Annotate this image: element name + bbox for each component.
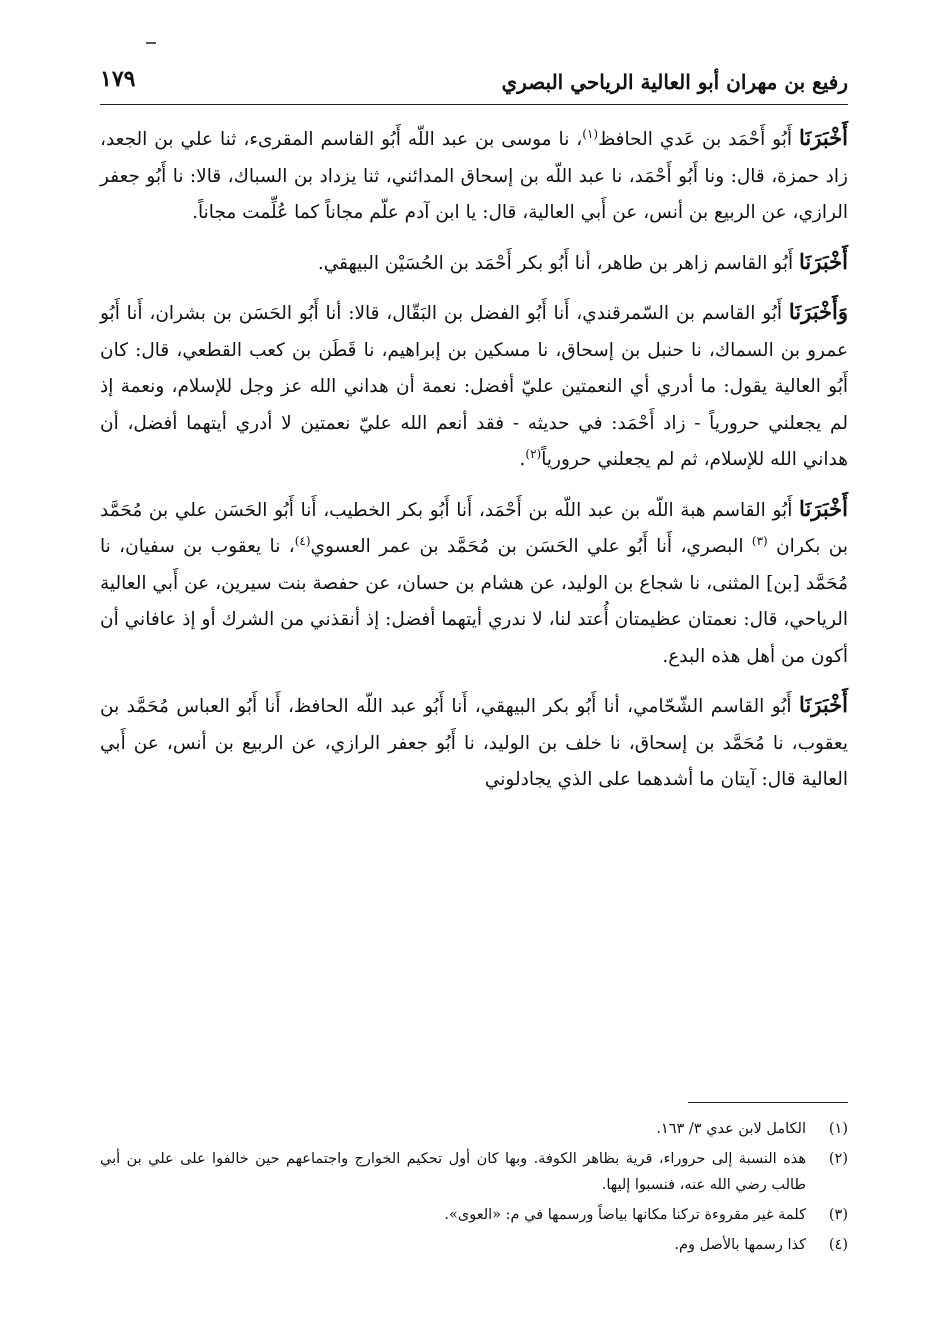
footnote bbox=[100, 1116, 848, 1142]
scan-speck bbox=[146, 42, 156, 44]
running-header bbox=[100, 58, 848, 105]
footnotes bbox=[100, 1116, 848, 1262]
akhbarana-word: أَخْبَرَنَا bbox=[799, 248, 848, 274]
footnote-number: (١) bbox=[828, 1121, 848, 1137]
akhbarana-word: وَأَخْبَرَنَا bbox=[788, 299, 848, 324]
paragraph-text: أَبُو القاسم هبة اللّه بن عبد اللّه بن أَحْمَد، أَنا أَبُو بكر الخطيب، أَنا أَبُو الحَسَن علي بن مُحَمَّد بن بكران bbox=[100, 499, 848, 557]
footnote-ref: (٣) bbox=[751, 533, 768, 548]
paragraph-text: ، نا يعقوب بن سفيان، نا مُحَمَّد [بن] المثنى، نا شجاع بن الوليد، عن هشام بن حسان، عن حفصة بنت سيرين، عن أَبي العالية الرياحي، قال: نعمتان عظيمتان أُعتد لنا، لا ندري أيتهما أفضل: إذ أنقذني من الشرك أو إذ عافاني أن أكون من أهل هذه البدع. bbox=[100, 536, 848, 667]
footnote bbox=[100, 1232, 848, 1258]
paragraph-text: أَبُو أَحْمَد بن عَدي الحافظ bbox=[598, 129, 800, 150]
paragraph-text: أَبُو القاسم بن السّمرقندي، أَنا أَبُو الفضل بن البَقّال، قالا: أنا أَبُو الحَسَن بن بشران، أَنا أَبُو عمرو بن السماك، نا حنبل بن إسحاق، نا مسكين بن إبراهيم، نا قَطَن بن كعب القطعي، قال: كان أَبُو العالية يقول: ما أدري أي النعمتين عليّ أفضل: نعمة أن هداني الله عز وجل للإسلام، ونعمة إذ لم يجعلني حرورياً - زاد أَحْمَد: في حديثه - فقد أنعم الله عليّ نعمتين لا أدري أيتهما أفضل، أن هداني الله للإسلام، ثم لم يجعلني حرورياً bbox=[100, 303, 848, 470]
footnote-ref: (٤) bbox=[294, 533, 311, 548]
paragraph-text: ، نا موسى بن عبد اللّه أَبُو القاسم المقرىء، ثنا علي بن الجعد، زاد حمزة، قال: ونا أَبُو أَحْمَد، نا عبد اللّه بن إسحاق المدائني، ثنا يزداد بن السباك، قالا: نا أَبُو جعفر الرازي، عن الربيع بن أنس، عن أَبي العالية، قال: يا ابن آدم علّم مجاناً كما عُلِّمت مجاناً. bbox=[100, 129, 848, 223]
paragraph bbox=[100, 120, 848, 232]
page-number: ١٧٩ bbox=[100, 66, 136, 92]
paragraph bbox=[100, 294, 848, 479]
akhbarana-word: أَخْبَرَنَا bbox=[799, 692, 848, 717]
running-title: رفيع بن مهران أبو العالية الرياحي البصري bbox=[501, 70, 848, 94]
paragraph-text: أَبُو القاسم زاهر بن طاهر، أنا أَبُو بكر أَحْمَد بن الحُسَيْن البيهقي. bbox=[317, 252, 800, 274]
paragraph bbox=[100, 491, 848, 676]
footnote bbox=[100, 1146, 848, 1198]
footnote-text: الكامل لابن عدي ٣/ ١٦٣. bbox=[656, 1121, 806, 1137]
footnote-separator bbox=[688, 1102, 848, 1103]
paragraph-text: البصري، أَنا أَبُو علي الحَسَن بن مُحَمَّد بن عمر العسوي bbox=[310, 536, 752, 557]
footnote-ref: (٢) bbox=[525, 446, 542, 461]
footnote-number: (٤) bbox=[828, 1237, 848, 1253]
footnote-number: (٢) bbox=[828, 1151, 848, 1167]
akhbarana-word: أَخْبَرَنَا bbox=[799, 125, 848, 150]
footnote-text: هذه النسبة إلى حروراء، قرية بظاهر الكوفة. وبها كان أول تحكيم الخوارج واجتماعهم حين خالفوا على علي بن أبي طالب رضي الله عنه، فنسبوا إليها. bbox=[100, 1151, 806, 1193]
paragraph bbox=[100, 687, 848, 799]
footnote bbox=[100, 1202, 848, 1228]
paragraph-text: أَبُو القاسم الشّحّامي، أنا أَبُو بكر البيهقي، أَنا أَبُو عبد اللّه الحافظ، أَنا أَبُو العباس مُحَمَّد بن يعقوب، نا مُحَمَّد بن إسحاق، نا خلف بن الوليد، نا أَبُو جعفر الرازي، عن الربيع بن أنس، عن أَبي العالية قال: آيتان ما أشدهما على الذي يجادلوني bbox=[100, 696, 848, 790]
footnote-text: كذا رسمها بالأصل وم. bbox=[674, 1237, 806, 1253]
akhbarana-word: أَخْبَرَنَا bbox=[799, 495, 848, 521]
paragraph bbox=[100, 244, 848, 283]
footnote-text: كلمة غير مقروءة تركنا مكانها بياضاً ورسمها في م: «العوى». bbox=[444, 1207, 806, 1223]
footnote-number: (٣) bbox=[828, 1207, 848, 1223]
footnote-ref: (١) bbox=[582, 126, 599, 141]
main-text bbox=[100, 120, 848, 799]
paragraph-text: . bbox=[519, 449, 526, 470]
